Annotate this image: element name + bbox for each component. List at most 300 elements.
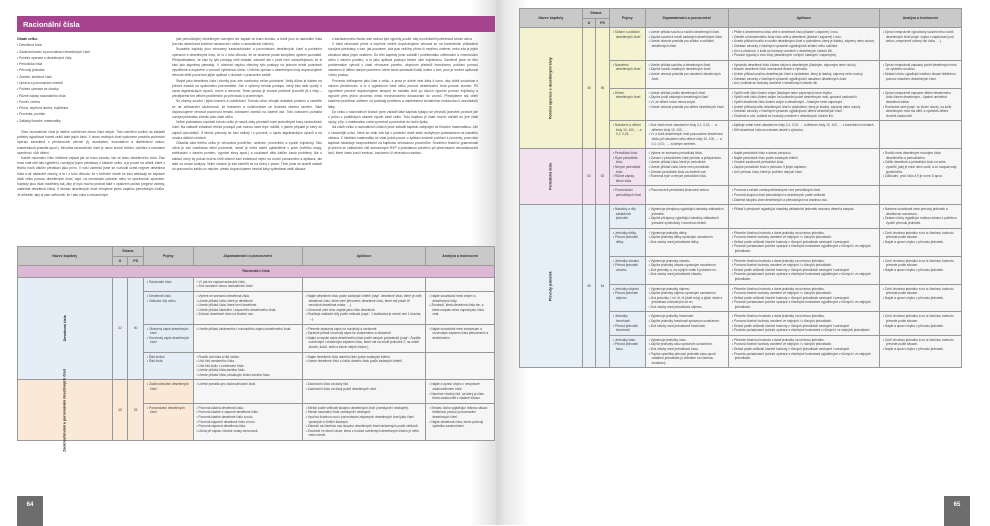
bullet-item: • Najde periodické číslo s danou periodou. — [732, 151, 876, 156]
paragraph: Procento definujeme jako část z celku, a proto je dobré vést žáky k tomu, aby viděli souvislost s učivem předchozím, a to s vyjádřením části celku pomocí desetinného čísla pomocí zlomku. Při výpočtech procent doporučujeme alespoň ze začátku chtít po žácích výpočet pomocí trojčlenky a výpočet přes jedno procento místo mechanického dosazování do vzorců. Předejdeme tak velmi častému problému odtržení od podstaty problému a následnému formálnímu vedoucímu k nezvládnutí látky. — [328, 78, 478, 109]
section-title: Racionální čísla — [18, 266, 495, 278]
bullet-item: • Převod jednotek délky — [613, 235, 642, 244]
bullet-item: • Násobení a dělení čísly 10, 100, … a 0,1; 0,01; … — [613, 123, 642, 137]
table-cell — [302, 352, 426, 380]
content-item: • Desetinná čísla — [17, 42, 165, 48]
bullet-item: • Zná vztahy mezi jednotkami objemu. — [649, 305, 725, 310]
bullet-item: • Převede číselnou hodnotu z dané jednotky na určenou jednotku. — [732, 314, 876, 319]
content-item: • Početní operace se zlomky — [17, 86, 165, 92]
table-cell — [879, 284, 961, 312]
bullet-item: • Zapíše jednotky času správným označením. — [649, 342, 725, 347]
header-page: Strana — [582, 9, 609, 19]
content-item: • Různé zápisy racionálního čísla — [17, 93, 165, 99]
bullet-item: • Porovná skupinu čísel periodických a desetinných podle velikosti. — [732, 193, 876, 198]
table-cell — [645, 186, 728, 205]
left-curriculum-table — [17, 246, 495, 452]
table-cell — [645, 256, 728, 284]
bullet-item: • Zaokrouhlování desetinných čísel — [147, 382, 189, 391]
bullet-item: • Zhodnotí a určí, kolikrát se hodnoty uvedené v desetinných číslech liší. — [732, 114, 876, 119]
bullet-item: • Seřadí podle velikosti skupinu desetinných čísel (vzestupně i sestupně). — [306, 406, 423, 411]
table-cell — [879, 28, 961, 61]
table-cell — [728, 60, 879, 88]
chapter-name-cell — [18, 368, 113, 452]
bullet-item: • Zvolí vhodnou jednotku a na ni číselnou hodnotu převede podle situace. — [883, 338, 958, 347]
text-column-3 — [328, 37, 478, 157]
table-cell — [728, 88, 879, 121]
bullet-item: • Jednotky délky — [613, 231, 642, 236]
bullet-item: • Jednotky objemu — [613, 287, 642, 292]
bullet-item: • Sestaví úlohy vyjadřující reálnou situaci s potřebou využití převodu jednotek. — [883, 216, 958, 225]
paragraph: Na závěr celku o racionálních číslech jsme zařadili kapitolu zabývající se finanční matematikou. Jde o náročnější učivo, které se však zdá být v poslední době stále nezbytným požadavkem na každého občana. Z hlediska matematiky se však jedná pouze o aplikaci znalostí počítání s procenty, proto tato kapitola následuje bezprostředně za kapitolou věnovanou procentům. Rozšíření finanční gramotnosti je jedním ze základních cílů stanovených RVP a podstatnou prevencí při předcházení nevožádoucích činů, které často končí exekucí, insolvencí či vězeňskou sazbou. — [328, 125, 478, 156]
bullet-item: • Vybere ze seznamu desetinná čísla. — [197, 294, 299, 299]
bullet-item: • Sestaví úlohu vyjadřující reálnou situaci řešitelnou pomocí porovnávání desetinných čísel. — [429, 406, 491, 420]
table-cell — [879, 149, 961, 186]
bullet-item: • Najde a opraví chybu v nesprávně zaokrouhleném čísle. — [429, 382, 491, 391]
bullet-item: • Převede číselnou hodnotu z dané jednotky na určenou jednotku. — [732, 259, 876, 264]
table-cell — [645, 284, 728, 312]
table-cell — [728, 205, 879, 228]
header-chapter-name: Název kapitoly — [520, 9, 583, 28]
bullet-item: • Odstraní závorky v číselných výrazech vyjadřujících dělení desetinných čísel. — [732, 109, 876, 114]
content-item: • Úprava a porovnávání zlomků — [17, 80, 165, 86]
bullet-item: • Navrhne vhodný řád, na který je číslo třeba zaokrouhlit v zadané situaci. — [429, 392, 491, 401]
header-remember: Zapamatování a porozumění — [645, 9, 728, 28]
text-column-1 — [17, 37, 165, 198]
content-item: • Zaokrouhlování a porovnávání desetinných čísel — [17, 49, 165, 55]
bullet-item: • Nalezne souvislosti mezi převody jednotek a desítkovou soustavou. — [883, 207, 958, 216]
table-row — [18, 277, 495, 291]
page-ps: 50 — [128, 277, 144, 380]
table-cell — [645, 228, 728, 256]
header-u: U — [112, 256, 128, 266]
bullet-item: • Odstraní závorky v číselných výrazech vyjadřujících sčítání nebo odčítání. — [732, 44, 876, 49]
table-cell — [609, 335, 645, 368]
table-cell — [728, 149, 879, 186]
chapter-name: Desetinná čísla — [62, 315, 67, 342]
chapter-name: Početní operace s desetinnými čísly — [548, 57, 553, 120]
content-item: • Periodická čísla — [17, 61, 165, 67]
bullet-item: • Vyjmenuje předpony vyjadřující násobky základních jednotek. — [649, 207, 725, 216]
bullet-item: • Určí, kolikrát se hodnoty uvedené v desetinných číslech liší. — [732, 81, 876, 86]
bullet-item: • Zhodnotí, která desetinná čísla lze, a která naopak nelze zapsat jako čísla celá. — [429, 303, 491, 317]
table-row — [520, 205, 962, 228]
bullet-item: • Zná vztah mezi násobením čísly 0,1; 0,01; … a dělením čísly 10, 100, … — [649, 123, 725, 132]
bullet-item: • Převede číselnou hodnotu z dané jednotky na určenou jednotku. — [732, 287, 876, 292]
table-cell — [645, 335, 728, 368]
bullet-item: • Správně přiřadí rozvinutý zápis ke zkrácenému a obráceně. — [306, 331, 423, 336]
bullet-item: • Určí periodu čísla, které je podílem daných čísel. — [732, 170, 876, 175]
bullet-item: • Porovná číselné hodnoty uvedené ve stejných i v různých jednotkách. — [732, 342, 876, 347]
bullet-item: • Zná vztahy mezi jednotkami obsahu. — [649, 272, 725, 277]
chapter-title: Racionální čísla — [23, 20, 80, 29]
bullet-item: • Vydělí celé číslo číslem celým na konkrétní počet desetinných míst, správně zaokrouhlí. — [732, 95, 876, 100]
bullet-item: • Porovná dvě periodická čísla mezi sebou. — [649, 188, 725, 193]
table-cell — [879, 60, 961, 88]
bullet-item: • Vyjmenuje jednotky hmotnosti. — [649, 314, 725, 319]
table-cell — [645, 205, 728, 228]
bullet-item: • Rozliší mezi desetinným rozvojem čísla desetinného a periodického. — [883, 151, 958, 160]
bullet-item: • Zná vztahy mezi jednotkami hmotnosti. — [649, 324, 725, 329]
bullet-item: • Uvede obecná pravidla pro sčítání a odčítání desetinných čísel. — [649, 39, 725, 48]
paragraph: Rozsáhlé kapitoly jsou věnovány zaokrouhlování a porovnávání desetinných čísel a početním operacím s desetinnými čísly. Je to z toho důvodu, že se snažíme podat kompletní systém poznatků. Předpokládáme, že žáci by tyto postupy měli ovládat, zároveň ale v praxi není samozřejmostí, že si žáci tyto algoritmy pamatují. V učebnici najdou všechny tyto postupy na jednom místě podrobně vysvětlené a doplněné o vzorově vyřešenou úlohu. U těchto operací s desetinnými čísly doporučujeme věnovat větší pozornost jejich aplikaci v úlohách v pracovním sešitě. — [172, 47, 322, 78]
bullet-item: • Vyjmenuje jednotky objemu. — [649, 287, 725, 292]
bullet-item: • Seřadí podle velikosti číselné hodnoty v různých jednotkách sestupně i vzestupně. — [732, 240, 876, 245]
bullet-item: • Najde a opraví chybu v převodu jednotek. — [883, 324, 958, 329]
bullet-item: • Sestaví úlohu vyjadřující reálnou situaci řešitelnou pomocí násobení desetinných čísel. — [883, 72, 958, 81]
chapter-name-cell — [520, 28, 583, 149]
table-cell — [728, 256, 879, 284]
page-ps: 64 — [596, 205, 610, 368]
bullet-item: • Vydělí celé číslo číslem celým (kladným nebo záporným) beze zbytku. — [732, 91, 876, 96]
table-cell — [144, 277, 193, 291]
table-cell — [144, 352, 193, 380]
content-item: • Základy finanční matematiky — [17, 118, 165, 124]
content-heading: Obsah celku: — [17, 37, 38, 41]
table-row — [520, 28, 962, 61]
table-cell — [426, 277, 495, 291]
bullet-item: • Řád číslice — [147, 355, 189, 360]
table-cell — [879, 205, 961, 228]
bullet-item: • Zapíše periodické číslo s periodou 9 jiným zápisem. — [732, 165, 876, 170]
table-cell — [426, 324, 495, 352]
bullet-item: • Desetinné číslo — [147, 294, 189, 299]
paragraph: V části věnované přímé a nepřímé úměře doporučujeme věnovat se na konkrétních příkladech rozvíjení představy o tom, jak poznáme, zda jsou veličiny přímo či nepřímo úměrné, nebo zda je jejich závislost dána jiným vztahem. Do této kapitoly jsme zařadili i problematiku zvětšování a zmenšování celku v daném poměru, a to jako aplikaci postupu řešení úloh trojčlenkou. Záměrně jsme se této problematice vyhnuli v části věnované poměru, abychom předešli formálnímu počítání pomocí násobení či dělení daným poměrem, které často postrádá hlubší úvahu o tom, proč je možné aplikovat i tento postup. — [328, 42, 478, 78]
table-cell — [193, 352, 302, 380]
paragraph: (ale periodickým) desetinným rozvojem lze zapsat ve tvaru zlomku, a tudíž jsou to racionální čísla (na tuto skutečnost budeme navazovat v celku o racionálních číslech). — [172, 37, 322, 47]
bullet-item: • Rozhodne sám (např. ve slovní úloze), na kolik desetinných míst má dělit, a výsledek dělení vhodně zaokrouhlí. — [883, 105, 958, 119]
bullet-item: • Uvede příklad čísla, obsahující číslici daného řádu. — [197, 373, 299, 378]
content-item: • Poměr, úměra — [17, 99, 165, 105]
bullet-item: • Porovná číselné hodnoty uvedené ve stejných i v různých jednotkách. — [732, 263, 876, 268]
table-cell — [144, 380, 193, 403]
bullet-item: • Zhodnotí ve slovní úloze, která z hodnot uvedených desetinným číslem je větší nebo menší. — [306, 429, 423, 438]
bullet-item: • Porovná a seřadí vzestupně/sestupně více periodických čísel. — [732, 188, 876, 193]
bullet-item: • Zakreslí na číselnou osu skupinu desetinných čísel seřazených podle velikosti. — [306, 424, 423, 429]
page-ps: 53 — [128, 380, 144, 441]
bullet-item: • Zapíše jednotky objemu správným označením. — [649, 291, 725, 296]
table-row — [520, 149, 962, 186]
bullet-item: • Zdůvodní, proč číslo 4,9 je rovno 5 apod. — [883, 174, 958, 179]
bullet-item: • Rozliší řád čísla a řád číslice. — [197, 355, 299, 360]
table-cell — [645, 121, 728, 149]
bullet-item: • Provádí výpočty s více čísly (desetinnými i celými, kladnými i zápornými). — [732, 53, 876, 58]
bullet-item: • Uvede obecná pravidla pro násobení desetinných čísel. — [649, 72, 725, 81]
bullet-item: • Provede požadované početní operace s číselnými hodnotami vyjádřenými v různých i ve stejných jednotkách. — [732, 272, 876, 281]
table-cell — [609, 284, 645, 312]
table-cell — [609, 149, 645, 186]
table-cell — [728, 121, 879, 149]
bullet-item: • Zakreslí skupinu čísel desetinných a periodických na číselnou osu. — [732, 198, 876, 203]
bullet-item: • Dělení desetinných čísel — [613, 91, 642, 100]
bullet-item: • Vyjmenuje jednotky obsahu. — [649, 259, 725, 264]
bullet-item: • Uvede desetinné číslo s číslicí daného řádu podle zadaných kritérií. — [306, 359, 423, 364]
bullet-item: • Porovná kladné a záporné desetinné číslo. — [197, 410, 299, 415]
table-cell — [609, 256, 645, 284]
chapter-title-bar — [17, 16, 495, 32]
bullet-item: • Popíše specifika převodu jednotek času oproti ostatním jednotkám (s ohledem na číselnou soustavu). — [649, 352, 725, 366]
bullet-item: • Ví, o kolik desetinných míst posouváme desetinnou čárku při násobení nebo dělení čísly 10, 100, … a 0,1; 0,01; …, a kterým směrem. — [649, 132, 725, 146]
page-number-box — [17, 496, 43, 526]
left-page — [0, 0, 495, 525]
bullet-item: • Uvede příklad čísla, které není desetinné. — [197, 303, 299, 308]
bullet-item: • Odliší desetinné a periodické číslo od sebe, vysvětlí, jaký je mezi nimi rozdíl, a co naopak mají společného. — [883, 160, 958, 174]
bullet-item: • Provede požadované početní operace s číselnými hodnotami vyjádřenými v různých i ve stejných jednotkách. — [732, 244, 876, 253]
bullet-item: • Zaokrouhlí číslo na daný řád. — [306, 382, 423, 387]
content-list — [17, 42, 165, 124]
bullet-item: • Rozvinutý zápis desetinných čísel — [147, 336, 189, 345]
table-cell — [193, 380, 302, 403]
bullet-item: • Převod jednotek hmotnosti — [613, 324, 642, 333]
table-cell — [193, 291, 302, 324]
chapter-name: Periodická čísla — [548, 163, 553, 191]
bullet-item: • Násobky a díly základních jednotek — [613, 207, 642, 221]
bullet-item: • Vydělí desetinné číslo číslem celým a desetinným – kladným nebo záporným. — [732, 100, 876, 105]
table-cell — [879, 335, 961, 368]
bullet-item: • Ví, jak lze zapsat racionální číslo. — [197, 280, 299, 285]
bullet-item: • Zaokrouhlí číslo na daný počet desetinných míst. — [306, 387, 423, 392]
table-cell — [728, 28, 879, 61]
bullet-item: • Různé zápisy téhož čísla — [613, 174, 642, 183]
table-cell — [728, 186, 879, 205]
paragraph: Obsáhlá část třetího celku je věnována poměrům, úměrám, procentům a využití trojčlenky. Tato učiva je zde rozebrána velmi podrobně, neboť je velmi dobře uplatnitelné v praxi (měřítko mapy, zvětšování v daném poměru, výpočet slevy apod.) a současně dělá žákům často problémy. Ale o základ, který by pokud možno měli všichni žáci zvládnout nejen na úrovni porozumění a aplikace, ale také na úrovni analýzy. Velmi vhodné je zde zaměřit se na úlohy z praxe. Těch jsme se snažili zařadit do pracovního sešitu co nejvíce, přesto doporučujeme nechat žáky vyhledávat další situace — [172, 141, 322, 172]
paragraph: Velice podstatnou součástí tohoto celku je naučit žáky převádět mezi jednotlivými tvary racionálních čísel. Na základě zvládnutí těchto postupů pak mohou sami lépe rozlišit, v jakém případě je který ze zápisů vyhodnější. S těmito převody se žáci setkají i u procent, u úprav algebraických výrazů a na mnoha dalších místech. — [172, 120, 322, 140]
bullet-item: • Označí v periodickém čísle periodu a předperiodu. — [649, 156, 725, 161]
page-number: 64 — [26, 502, 34, 508]
paragraph: z každodenního života, kde mohou tyto výpočty použít, aby si uvědomili potřebnost tohoto učiva. — [332, 37, 473, 41]
bullet-item: • Zapíše jednotky délky správným označením. — [649, 235, 725, 240]
bullet-item: • Uvede příklad součinu a desetinných čísel. — [649, 63, 725, 68]
bullet-item: • Užívá při zápisu vhodné znaky nerovnosti. — [197, 429, 299, 434]
bullet-item: • Uvede příklad podílu desetinných čísel s výsledkem, který je kladný, záporný nebo nulový. — [732, 105, 876, 110]
bullet-item: • Porovná záporná desetinná čísla. — [197, 424, 299, 429]
header-u: U — [582, 18, 596, 28]
table-cell — [879, 121, 961, 149]
page-number-box — [944, 496, 970, 526]
bullet-item: • Zná vztahy mezi jednotkami času. — [649, 347, 725, 352]
bullet-item: • Rozlišuje základní díly podle velikosti (např.: 1 statisícina je menší než 1 tisícina, …). — [306, 312, 423, 321]
bullet-item: • Provede požadované početní operace s číselnými hodnotami vyjádřenými v různých i ve stejných jednotkách. — [732, 300, 876, 309]
bullet-item: • Seřadí podle velikosti číselné hodnoty v různých jednotkách sestupně i vzestupně. — [732, 347, 876, 352]
table-cell — [144, 403, 193, 440]
bullet-item: • Uvede příklad čísla, které je periodické. — [649, 160, 725, 165]
bullet-item: • Vyjmenuje jednotky délky. — [649, 231, 725, 236]
paragraph: Se zlomky souvisí i jejich krácení a rozšiřování. Tomuto učivu věnujte dostatek prostoru a zaměřte se na zdůraznění skutečnosti, že krácením a rozšiřováním se hodnota zlomku nemění. Také doporučujeme věnovat pozornost tématu zobrazení zlomků na číselné ose. Toto zobrazení pomáhá rozvíjet představu zlomku jako části celku. — [172, 99, 322, 120]
bullet-item: • Zná označení oboru racionálních čísel. — [197, 284, 299, 289]
content-item: • Převody jednotek — [17, 67, 165, 73]
bullet-item: • Zapíše součin zadaných desetinných čísel. — [649, 67, 725, 72]
header-remember: Zapamatování a porozumění — [193, 247, 302, 266]
bullet-item: • Vynásobí desetinné číslo číslem celým a desetinným (kladným, záporným nebo nulou). — [732, 63, 876, 68]
table-cell — [645, 88, 728, 121]
header-apply: Aplikace — [302, 247, 426, 266]
right-curriculum-table — [519, 8, 962, 368]
table-cell — [193, 324, 302, 352]
table-cell — [728, 284, 879, 312]
bullet-item: • Najde a opraví chybu v převodu jednotek. — [883, 296, 958, 301]
header-ps: PS — [596, 18, 610, 28]
bullet-item: • Zapíše předpony vyjadřující násobky základních jednotek symbolicky i mocninou deseti. — [649, 216, 725, 225]
page-u: 48 — [582, 28, 596, 149]
bullet-item: • Najde a napíše zápis desetinného čísla podle daných požadavků (např.: Zapište rozvinutým i zkráceným zápisem číslo, které má na místě jednotek 2, na místě stovek, tisíců, setin a tisícin stejné číslice.). — [306, 336, 423, 350]
page-u: 55 — [582, 205, 596, 368]
text-column-2 — [172, 37, 322, 172]
header-analysis: Analýza a hodnocení — [426, 247, 495, 266]
page-u: 52 — [582, 149, 596, 205]
bullet-item: • Zná jednotky a, ha a jejich vztah k jednotce m². — [649, 268, 725, 273]
header-analysis: Analýza a hodnocení — [879, 9, 961, 28]
bullet-item: • Zobrazí desetinné číslo na číselné ose. — [197, 312, 299, 317]
bullet-item: • Násobení desetinných čísel — [613, 63, 642, 72]
bullet-item: • Převede číselnou hodnotu z dané jednotky na určenou jednotku. — [732, 338, 876, 343]
chapter-name-cell — [18, 277, 113, 380]
bullet-item: • Zná jednotky l, ml, dl, hl (duté míry) a jejich vztah k jednotkám odvozeným od m³. — [649, 296, 725, 305]
bullet-item: • Najde desetinné číslo podle zadaných kritérií (např. desetinné číslo, které je celé; desetinné číslo, které není přirozené; desetinné číslo, které má právě tři nenulová desetinná místa; …). — [306, 294, 423, 308]
table-cell — [879, 312, 961, 335]
bullet-item: • Rozezná ryze a neryze periodické číslo. — [649, 174, 725, 179]
bullet-item: • Vybere ze seznamu periodická čísla. — [649, 151, 725, 156]
bullet-item: • Opraví nesprávně vypočítaný součet nebo rozdíl desetinných čísel (např. chyba v zapisování pod sebou, nesprávně určený řád čísla, …). — [883, 30, 958, 44]
table-cell — [426, 380, 495, 403]
bullet-item: • Převede číselnou hodnotu z dané jednotky na určenou jednotku. — [732, 231, 876, 236]
chapter-name: Převody jednotek — [548, 271, 553, 302]
bullet-item: • Využívá číselnou osu k porovnávání záporných desetinných čísel jako čísel opačných k číslům kladným. — [306, 415, 423, 424]
paragraph: Stejně jako desetinná čísla i zlomky jsou zde rozebrány velice podrobně. Velký důraz je kladen na převod zlomků na společného jmenovatele. Jde o výborný trénink postupu, který žáci dále využijí u úprav algebraických výrazů, rovnic a nerovnic. Tento postup je vhodné pořádně procvičit již s čísly – předejdeme tím větším problémům po přechodu k proměnným. — [172, 78, 322, 99]
bullet-item: • Porovná číselné hodnoty uvedené ve stejných i v různých jednotkách. — [732, 235, 876, 240]
table-cell — [609, 228, 645, 256]
bullet-item: • Zkrácený zápis desetinných čísel — [147, 327, 189, 336]
bullet-item: • Provede požadované početní operace s číselnými hodnotami v různých i ve stejných jednotkách. — [732, 328, 876, 333]
bullet-item: • Řád čísla — [147, 359, 189, 364]
bullet-item: • Zobrazí periodické číslo na číselné ose. — [649, 170, 725, 175]
bullet-item: • Najde a opraví chybu v převodu jednotek. — [883, 347, 958, 352]
bullet-item: • Dělí desetinné číslo mocninami deseti s výhodou. — [732, 128, 876, 133]
table-cell — [609, 205, 645, 228]
bullet-item: • Neryze periodické číslo — [613, 165, 642, 174]
paragraph: Obor racionálních čísel je dalším rozšířením oboru čísel celých. Toto rozšíření vzniklo na základě potřeby vyjadřovat kromě celků také jejich části. V oboru reálných čísel vyslovíme pravidla početních operací zavedená v předchozích celcích (tj. asociativní, komutativní a distributivní zákon, znaménková pravidla apod.). Množina racionálních čísel je navíc kromě sčítání, odčítání a násobení uzavřená i vůči dělení. — [17, 130, 165, 155]
header-page: Strana — [112, 247, 143, 257]
bullet-item: • Převod jednotek objemu — [613, 291, 642, 300]
table-row — [18, 380, 495, 403]
bullet-item: • Najde desetinné číslo daného řádu podle zadaných kritérií. — [306, 355, 423, 360]
bullet-item: • Určí řád číslic v uvedeném čísle. — [197, 364, 299, 369]
table-cell — [426, 291, 495, 324]
bullet-item: • Uvede pravidla pro zaokrouhlování čísel. — [197, 382, 299, 387]
table-cell — [609, 60, 645, 88]
bullet-item: • Sčítání a odčítání desetinných čísel — [613, 30, 642, 39]
bullet-item: • Přičte k desetinnému číslu celé a desetinné číslo (kladné i záporné) i nulu. — [732, 30, 876, 35]
bullet-item: • Převod jednotek času — [613, 342, 642, 351]
bullet-item: • Násobí desetinné číslo mocninami deseti s výhodou. — [732, 67, 876, 72]
bullet-item: • Seřadí podle velikosti číselné hodnoty v různých jednotkách sestupně i vzestupně. — [732, 324, 876, 329]
bullet-item: • Najde desetinná čísla, která vyhovují výsledku zaokrouhlení. — [429, 420, 491, 429]
bullet-item: • Zvolí vhodnou jednotku a na ni číselnou hodnotu převede podle situace. — [883, 287, 958, 296]
page-ps: 56 — [596, 28, 610, 149]
chapter-name-cell — [520, 205, 583, 368]
chapter-name: Zaokrouhlování a porovnávání desetinných čísel — [62, 368, 67, 452]
bullet-item: • Zapíše součet a rozdíl zadaných desetinných čísel. — [649, 35, 725, 40]
content-item: • Přímá, nepřímá úměra, trojčlenka — [17, 105, 165, 111]
bullet-item: • Najde souvislosti mezi zkráceným a rozvinutým zápisem čísla přirozeného a desetinného. — [429, 327, 491, 341]
header-ps: PS — [128, 256, 144, 266]
table-cell — [645, 28, 728, 61]
header-terms: Pojmy — [609, 9, 645, 28]
content-item: • Početní operace s desetinnými čísly — [17, 55, 165, 61]
bullet-item: • Porovná záporné desetinné číslo a nulu. — [197, 420, 299, 425]
bullet-item: • Ryze periodické číslo — [613, 156, 642, 165]
bullet-item: • Racionální číslo — [147, 280, 189, 285]
table-cell — [879, 256, 961, 284]
page-ps: 62 — [596, 149, 610, 205]
bullet-item: • Uvede příklad čísla, které není periodické. — [649, 165, 725, 170]
bullet-item: • Ví, že dělení nulou nemá smysl. — [649, 100, 725, 105]
bullet-item: • Porovná kladné desetinné číslo a nulu. — [197, 415, 299, 420]
bullet-item: • Periodické číslo — [613, 151, 642, 156]
bullet-item: • Uvede příklad kladného i záporného desetinného čísla. — [197, 308, 299, 313]
bullet-item: • Porovná číselné hodnoty uvedené ve stejných i v různých jednotkách. — [732, 291, 876, 296]
table-cell — [728, 228, 879, 256]
table-cell — [302, 403, 426, 440]
table-cell — [302, 324, 426, 352]
bullet-item: • Odstraní závorky v číselných výrazech vyjadřujících násobení desetinných čísel. — [732, 77, 876, 82]
table-cell — [645, 312, 728, 335]
bullet-item: • Aplikuje vztah mezi násobením čísly 0,1; 0,01; … a dělením čísly 10, 100, … v konkrétních úlohách. — [732, 123, 876, 128]
table-cell — [302, 291, 426, 324]
bullet-item: • Zná vztahy mezi jednotkami délky. — [649, 240, 725, 245]
bullet-item: • Opraví nesprávně zapsaný počet desetinných míst ve výsledku součinu. — [883, 63, 958, 72]
bullet-item: • Uvede příklad čísla, které je desetinné. — [197, 299, 299, 304]
table-cell — [193, 403, 302, 440]
bullet-item: • Odečte od desetinného čísla číslo celé a desetinné (kladné i záporné) i nulu. — [732, 35, 876, 40]
chapter-name-cell — [520, 149, 583, 205]
bullet-item: • Zapíše jednotky hmotnosti správným označením. — [649, 319, 725, 324]
bullet-item: • Určí a zhodnotí, o kolik se hodnoty uvedené v desetinných číslech liší. — [732, 49, 876, 54]
bullet-item: • Porovná číselné hodnoty uvedené ve stejných i v různých jednotkách. — [732, 319, 876, 324]
bullet-item: • Najde souvislosti mezi celými a desetinnými čísly. — [429, 294, 491, 303]
bullet-item: • Uvede příklad součinu desetinných čísel s výsledkem, který je kladný, záporný nebo nulový. — [732, 72, 876, 77]
table-cell — [426, 403, 495, 440]
header-terms: Pojmy — [144, 247, 193, 266]
table-cell — [426, 352, 495, 380]
paragraph: Do celku o racionálních číslech jsme zařadili také kapitolu týkající se převodů jednotek, protože jde o jednu z praktických ukázek využití částí celku. Tuto kapitolu je však možno zařadit do jiné části výuky, příp. v matematice zcela vynechat a ponechat do hodin fyziky. — [328, 109, 478, 125]
bullet-item: • Vyjmenuje jednotky času. — [649, 338, 725, 343]
bullet-item: • Vhodně zaokrouhlí periodické číslo. — [732, 160, 876, 165]
page-u: 45 — [112, 380, 128, 441]
bullet-item: • Najde a opraví chybu v převodu jednotek. — [883, 240, 958, 245]
table-cell — [144, 291, 193, 324]
bullet-item: • Jednotky obsahu — [613, 259, 642, 264]
bullet-item: • Zvolí vhodnou jednotku a na ni číselnou hodnotu převede podle situace. — [883, 231, 958, 240]
bullet-item: • Porovnávání desetinných čísel — [147, 406, 189, 415]
header-chapter-name: Název kapitoly — [18, 247, 113, 266]
bullet-item: • Zvolí vhodnou jednotku a na ni číselnou hodnotu převede podle situace. — [883, 259, 958, 268]
table-cell — [728, 312, 879, 335]
table-cell — [144, 324, 193, 352]
content-item: • Procenta, promile — [17, 111, 165, 117]
bullet-item: • Zapíše jednotky obsahu správným označením. — [649, 263, 725, 268]
table-cell — [302, 277, 426, 291]
table-cell — [609, 121, 645, 149]
bullet-item: • Libovolné celé číslo zapíše jako číslo desetinné. — [306, 308, 423, 313]
content-item: • Zlomek, smíšené číslo — [17, 74, 165, 80]
bullet-item: • Uvede příklad čísla daného řádu. — [197, 368, 299, 373]
bullet-item: • Najde periodické číslo podle zadaných kritérií. — [732, 156, 876, 161]
bullet-item: • Uvede příklad podílu desetinných čísel. — [649, 91, 725, 96]
bullet-item: • Jednotky času — [613, 338, 642, 343]
bullet-item: • Porovnávání periodických čísel — [613, 188, 642, 197]
table-cell — [193, 277, 302, 291]
bullet-item: • Uvede obecná pravidla pro dělení desetinných čísel. — [649, 105, 725, 110]
bullet-item: • Zvolí vhodnou jednotku a na ni číselnou hodnotu převede podle situace. — [883, 314, 958, 323]
